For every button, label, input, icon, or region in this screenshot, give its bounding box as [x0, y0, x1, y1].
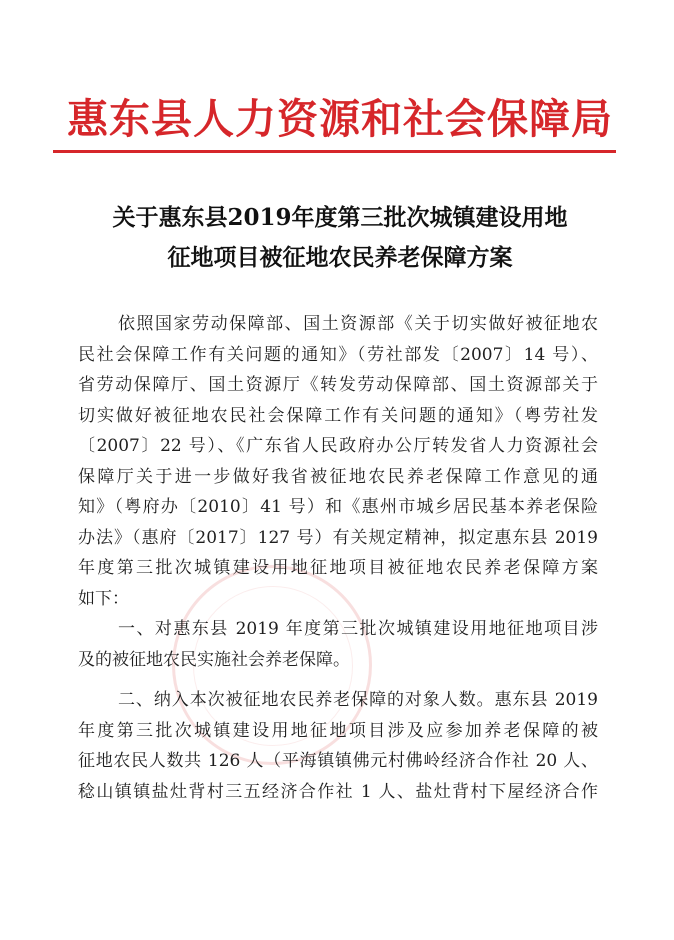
- body-line: 民社会保障工作有关问题的通知》（劳社部发〔2007〕14 号）、: [78, 344, 598, 365]
- body-line: 如下：: [78, 588, 129, 609]
- body-line: 切实做好被征地农民社会保障工作有关问题的通知》（粤劳社发: [78, 405, 598, 426]
- document-title: [70, 198, 610, 278]
- body-line: 依照国家劳动保障部、国土资源部《关于切实做好被征地农: [118, 314, 598, 334]
- body-line: 二、纳入本次被征地农民养老保障的对象人数。惠东县 2019: [118, 690, 598, 710]
- document-title-line-1: 关于惠东县2019年度第三批次城镇建设用地: [112, 204, 568, 231]
- body-line: 一、对惠东县 2019 年度第三批次城镇建设用地征地项目涉: [118, 619, 598, 639]
- body-line: 稔山镇镇盐灶背村三五经济合作社 1 人、盐灶背村下屋经济合作: [78, 781, 598, 802]
- body-line: 保障厅关于进一步做好我省被征地农民养老保障工作意见的通: [78, 466, 598, 487]
- body-line: 及的被征地农民实施社会养老保障。: [78, 649, 350, 670]
- body-line: 征地农民人数共 126 人（平海镇镇佛元村佛岭经济合作社 20 人、: [78, 751, 598, 771]
- body-line: 年度第三批次城镇建设用地征地项目被征地农民养老保障方案: [78, 558, 598, 578]
- header-red-rule: [53, 150, 616, 153]
- paragraph-gap: [78, 675, 598, 685]
- body-line: 〔2007〕22 号）、《广东省人民政府办公厅转发省人力资源社会: [78, 436, 598, 456]
- org-header-title: 惠东县人力资源和社会保障局: [67, 95, 613, 143]
- document-title-line-2: 征地项目被征地农民养老保障方案: [167, 244, 513, 271]
- body-line: 年度第三批次城镇建设用地征地项目涉及应参加养老保障的被: [78, 720, 598, 741]
- body-line: 办法》（惠府〔2017〕127 号）有关规定精神，拟定惠东县 2019: [78, 527, 598, 548]
- body-line: 省劳动保障厅、国土资源厅《转发劳动保障部、国土资源部关于: [78, 375, 598, 395]
- body-line: 知》（粤府办〔2010〕41 号）和《惠州市城乡居民基本养老保险: [78, 497, 598, 517]
- document-body: [78, 309, 598, 807]
